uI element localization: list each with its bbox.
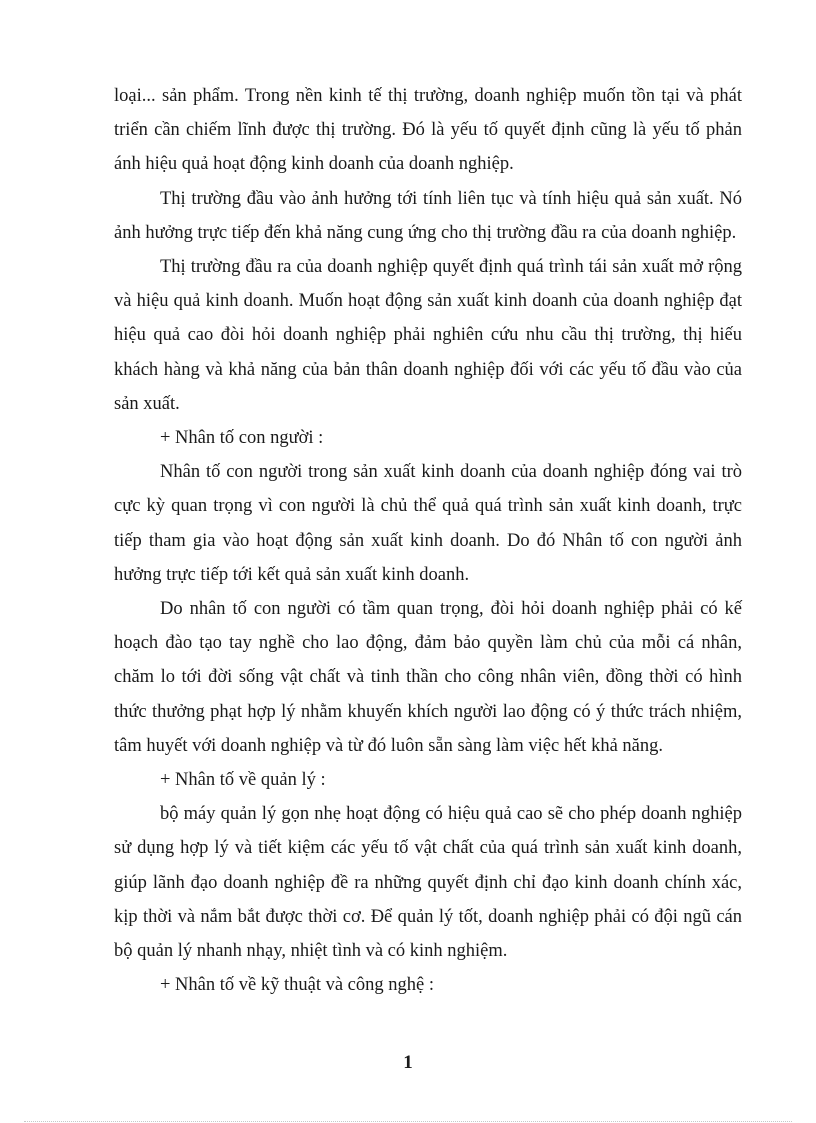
paragraph-market-continuation: loại... sản phẩm. Trong nền kinh tế thị trường, doanh nghiệp muốn tồn tại và phát triển cần chiếm lĩnh được thị trường. Đó là yếu tố quyết định cũng là yếu tố phản ánh hiệu quả hoạt động kinh doanh của doanh nghiệp. — [114, 86, 742, 175]
heading-human-factor: + Nhân tố con người : — [160, 428, 324, 449]
paragraph-output-market: Thị trường đầu ra của doanh nghiệp quyết định quá trình tái sản xuất mở rộng và hiệu quả kinh doanh. Muốn hoạt động sản xuất kinh doanh của doanh nghiệp đạt hiệu quả cao đòi hỏi doanh nghiệp phải nghiên cứu nhu cầu thị trường, thị hiếu khách hàng và khả năng của bản thân doanh nghiệp đối với các yếu tố đầu vào của sản xuất. — [114, 257, 742, 414]
page-body — [114, 79, 742, 1002]
paragraph-management-factor: bộ máy quản lý gọn nhẹ hoạt động có hiệu quả cao sẽ cho phép doanh nghiệp sử dụng hợp lý và tiết kiệm các yếu tố vật chất của quá trình sản xuất kinh doanh, giúp lãnh đạo doanh nghiệp đề ra những quyết định chỉ đạo kinh doanh chính xác, kịp thời và nắm bắt được thời cơ. Để quản lý tốt, doanh nghiệp phải có đội ngũ cán bộ quản lý nhanh nhạy, nhiệt tình và có kinh nghiệm. — [114, 804, 742, 962]
page-number: 1 — [403, 1052, 413, 1073]
heading-management-factor: + Nhân tố về quản lý : — [160, 770, 326, 791]
heading-technology-factor: + Nhân tố về kỹ thuật và công nghệ : — [160, 975, 434, 996]
paragraph-human-factor-training: Do nhân tố con người có tầm quan trọng, đòi hỏi doanh nghiệp phải có kế hoạch đào tạo tay nghề cho lao động, đảm bảo quyền làm chủ của mỗi cá nhân, chăm lo tới đời sống vật chất và tinh thần cho công nhân viên, đồng thời có hình thức thưởng phạt hợp lý nhằm khuyến khích người lao động có ý thức trách nhiệm, tâm huyết với doanh nghiệp và từ đó luôn sẵn sàng làm việc hết khả năng. — [114, 599, 742, 756]
footer-divider — [24, 1121, 792, 1122]
paragraph-human-factor-role: Nhân tố con người trong sản xuất kinh doanh của doanh nghiệp đóng vai trò cực kỳ quan trọng vì con người là chủ thể quả quá trình sản xuất kinh doanh, trực tiếp tham gia vào hoạt động sản xuất kinh doanh. Do đó Nhân tố con người ảnh hưởng trực tiếp tới kết quả sản xuất kinh doanh. — [114, 462, 742, 585]
paragraph-input-market: Thị trường đầu vào ảnh hưởng tới tính liên tục và tính hiệu quả sản xuất. Nó ảnh hưởng trực tiếp đến khả năng cung ứng cho thị trường đầu ra của doanh nghiệp. — [114, 188, 742, 243]
